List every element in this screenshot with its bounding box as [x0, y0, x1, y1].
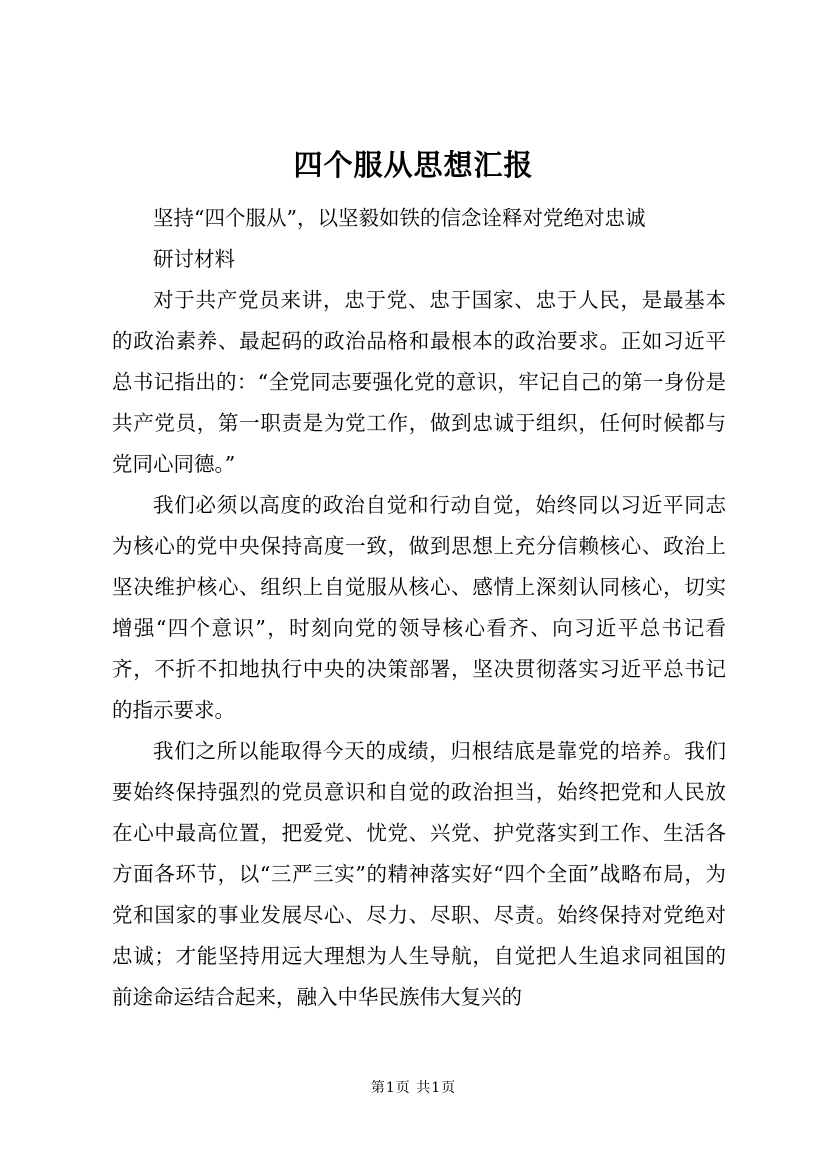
body-paragraph: 我们之所以能取得今天的成绩，归根结底是靠党的培养。我们要始终保持强烈的党员意识和自觉的政治担当，始终把党和人民放在心中最高位置，把爱党、忧党、兴党、护党落实到工作、生活各方面各环节，以“三严三实”的精神落实好“四个全面”战略布局，为党和国家的事业发展尽心、尽力、尽职、尽责。始终保持对党绝对忠诚；才能坚持用远大理想为人生导航，自觉把人生追求同祖国的前途命运结合起来，融入中华民族伟大复兴的	[112, 739, 726, 1009]
page-footer	[0, 1078, 827, 1098]
page-number-label: 第1页 共1页	[370, 1080, 457, 1096]
body-paragraph: 我们必须以高度的政治自觉和行动自觉，始终同以习近平同志为核心的党中央保持高度一致，做到思想上充分信赖核心、政治上坚决维护核心、组织上自觉服从核心、感情上深刻认同核心，切实增强“四个意识”，时刻向党的领导核心看齐、向习近平总书记看齐，不折不扣地执行中央的决策部署，坚决贯彻落实习近平总书记的指示要求。	[112, 493, 726, 722]
document-title: 四个服从思想汇报	[293, 148, 534, 182]
subtitle-line-2: 研讨材料	[153, 247, 235, 271]
body-paragraph: 对于共产党员来讲，忠于党、忠于国家、忠于人民，是最基本的政治素养、最起码的政治品格和最根本的政治要求。正如习近平总书记指出的：“全党同志要强化党的意识，牢记自己的第一身份是共产党员，第一职责是为党工作，做到忠诚于组织，任何时候都与党同心同德。”	[112, 288, 726, 476]
subtitle-line: 坚持“四个服从”，以坚毅如铁的信念诠释对党绝对忠诚	[153, 206, 646, 230]
document-body	[112, 198, 726, 1018]
